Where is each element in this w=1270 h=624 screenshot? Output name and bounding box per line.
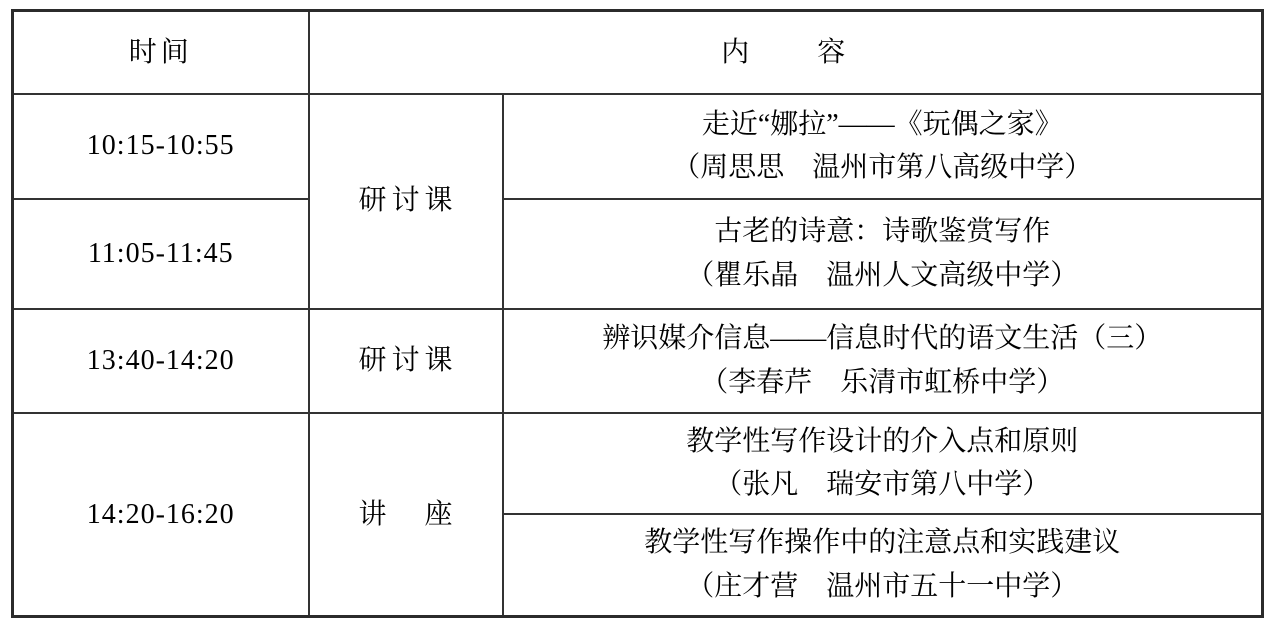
schedule-table: [11, 9, 1264, 618]
session-2-presenter: （瞿乐晶 温州人文高级中学）: [686, 259, 1079, 291]
session-row-1: [13, 94, 1263, 199]
time-cell-session-3: 13:40-14:20: [13, 309, 309, 413]
session-4-title: 教学性写作设计的介入点和原则: [686, 425, 1079, 457]
type-cell-lecture: 讲 座: [309, 413, 503, 617]
content-cell-session-3: [503, 309, 1263, 413]
time-cell-session-4: 14:20-16:20: [13, 413, 309, 617]
content-cell-session-1: [503, 94, 1263, 199]
session-4-presenter: （张凡 瑞安市第八中学）: [714, 469, 1051, 500]
session-3-title: 辨识媒介信息——信息时代的语文生活（三）: [602, 323, 1163, 355]
header-content-cell: 内 容: [309, 11, 1263, 94]
header-time-cell: 时间: [13, 11, 309, 94]
session-5-presenter: （庄才营 温州市五十一中学）: [686, 570, 1079, 602]
content-cell-session-4: [503, 413, 1263, 514]
header-row: [13, 11, 1263, 94]
type-cell-seminar-morning: 研讨课: [309, 94, 503, 309]
session-3-presenter: （李春芹 乐清市虹桥中学）: [700, 366, 1065, 398]
session-2-title: 古老的诗意：诗歌鉴赏写作: [714, 216, 1051, 248]
time-cell-session-1: 10:15-10:55: [13, 94, 309, 199]
time-cell-session-2: 11:05-11:45: [13, 199, 309, 309]
type-cell-seminar-afternoon: 研讨课: [309, 309, 503, 413]
session-1-presenter: （周思思 温州市第八高级中学）: [672, 152, 1093, 183]
session-row-4: [13, 413, 1263, 514]
session-1-title: 走近“娜拉”——《玩偶之家》: [701, 108, 1063, 140]
session-5-title: 教学性写作操作中的注意点和实践建议: [644, 527, 1121, 559]
session-row-2: [13, 199, 1263, 309]
content-cell-session-5: [503, 514, 1263, 617]
content-cell-session-2: [503, 199, 1263, 309]
session-row-3: [13, 309, 1263, 413]
